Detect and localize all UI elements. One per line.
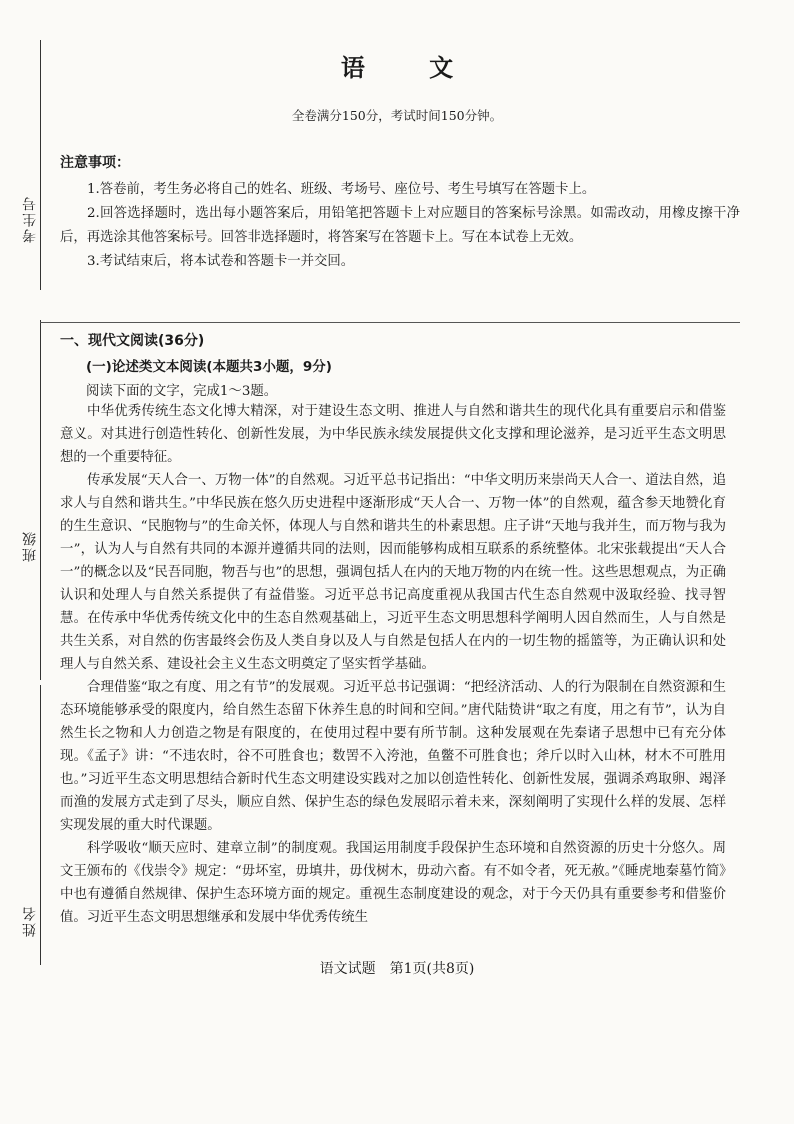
passage-paragraph: 传承发展“天人合一、万物一体”的自然观。习近平总书记指出：“中华文明历来崇尚天人合一、道法自然，追求人与自然和谐共生。”中华民族在悠久历史进程中逐渐形成“天人合一、万物一体”的自然观，蕴含参天地赞化育的生生意识、“民胞物与”的生命关怀，体现人与自然和谐共生的朴素思想。庄子讲“天地与我并生，而万物与我为一”，认为人与自然有共同的本源并遵循共同的法则，因而能够构成相互联系的系统整体。北宋张载提出“天人合一”的概念以及“民吾同胞，物吾与也”的思想，强调包括人在内的天地万物的内在统一性。这些思想观点，为正确认识和处理人与自然关系提供了有益借鉴。习近平总书记高度重视从我国古代生态自然观中汲取经验、找寻智慧。在传承中华优秀传统文化中的生态自然观基础上，习近平生态文明思想科学阐明人因自然而生，人与自然是共生关系，对自然的伤害最终会伤及人类自身以及人与自然是包括人在内的一切生物的摇篮等，为正确认识和处理人与自然关系、建设社会主义生态文明奠定了坚实哲学基础。 [60,473,726,672]
passage-paragraph: 中华优秀传统生态文化博大精深，对于建设生态文明、推进人与自然和谐共生的现代化具有重要启示和借鉴意义。对其进行创造性转化、创新性发展，为中华民族永续发展提供文化支撑和理论滋养，是习近平生态文明思想的一个重要特征。 [60,404,726,465]
page-title: 语 文 [340,54,482,82]
section-heading: 一、现代文阅读(36分) [60,333,205,349]
passage-paragraph: 合理借鉴“取之有度、用之有节”的发展观。习近平总书记强调：“把经济活动、人的行为限制在自然资源和生态环境能够承受的限度内，给自然生态留下休养生息的时间和空间。”唐代陆贽讲“取之有度，用之有节”，认为自然生长之物和人力创造之物是有限度的，在使用过程中要有所节制。这种发展观在先秦诸子思想中已有充分体现。《孟子》讲：“不违农时，谷不可胜食也；数罟不入洿池，鱼鳖不可胜食也；斧斤以时入山林，材木不可胜用也。”习近平生态文明思想结合新时代生态文明建设实践对之加以创造性转化、创新性发展，强调杀鸡取卵、竭泽而渔的发展方式走到了尽头，顺应自然、保护生态的绿色发展昭示着未来，深刻阐明了实现什么样的发展、怎样实现发展的重大时代课题。 [60,680,726,833]
exam-info: 全卷满分150分，考试时间150分钟。 [291,108,503,123]
page-footer: 语文试题 第1页(共8页) [319,961,475,977]
section-divider [40,322,740,323]
passage-paragraph: 科学吸收“顺天应时、建章立制”的制度观。我国运用制度手段保护生态环境和自然资源的历史十分悠久。周文王颁布的《伐崇令》规定：“毋坏室，毋填井，毋伐树木，毋动六畜。有不如令者，死无赦。”《睡虎地秦墓竹简》中也有遵循自然规律、保护生态环境方面的规定。重视生态制度建设的观念，对于今天仍具有重要参考和借鉴价值。习近平生态文明思想继承和发展中华优秀传统生 [60,841,726,925]
reading-instruction: 阅读下面的文字，完成1～3题。 [86,384,278,399]
exam-number-label: 考生号 [22,195,38,243]
binding-line-bottom [40,685,41,965]
notice-item: 1.答卷前，考生务必将自己的姓名、班级、考场号、座位号、考生号填写在答题卡上。 [87,182,596,197]
subsection-heading: (一)论述类文本阅读(本题共3小题，9分) [86,359,332,375]
notice-heading: 注意事项： [60,155,130,171]
class-label: 班级 [22,530,38,562]
reading-passage [60,400,726,929]
notice-list [60,178,740,274]
notice-item: 3.考试结束后，将本试卷和答题卡一并交回。 [87,254,355,269]
binding-line-middle [40,320,41,680]
notice-item: 2.回答选择题时，选出每小题答案后，用铅笔把答题卡上对应题目的答案标号涂黑。如需改动，用橡皮擦干净后，再选涂其他答案标号。回答非选择题时，将答案写在答题卡上。写在本试卷上无效。 [60,206,740,245]
name-label: 姓名 [22,905,38,937]
